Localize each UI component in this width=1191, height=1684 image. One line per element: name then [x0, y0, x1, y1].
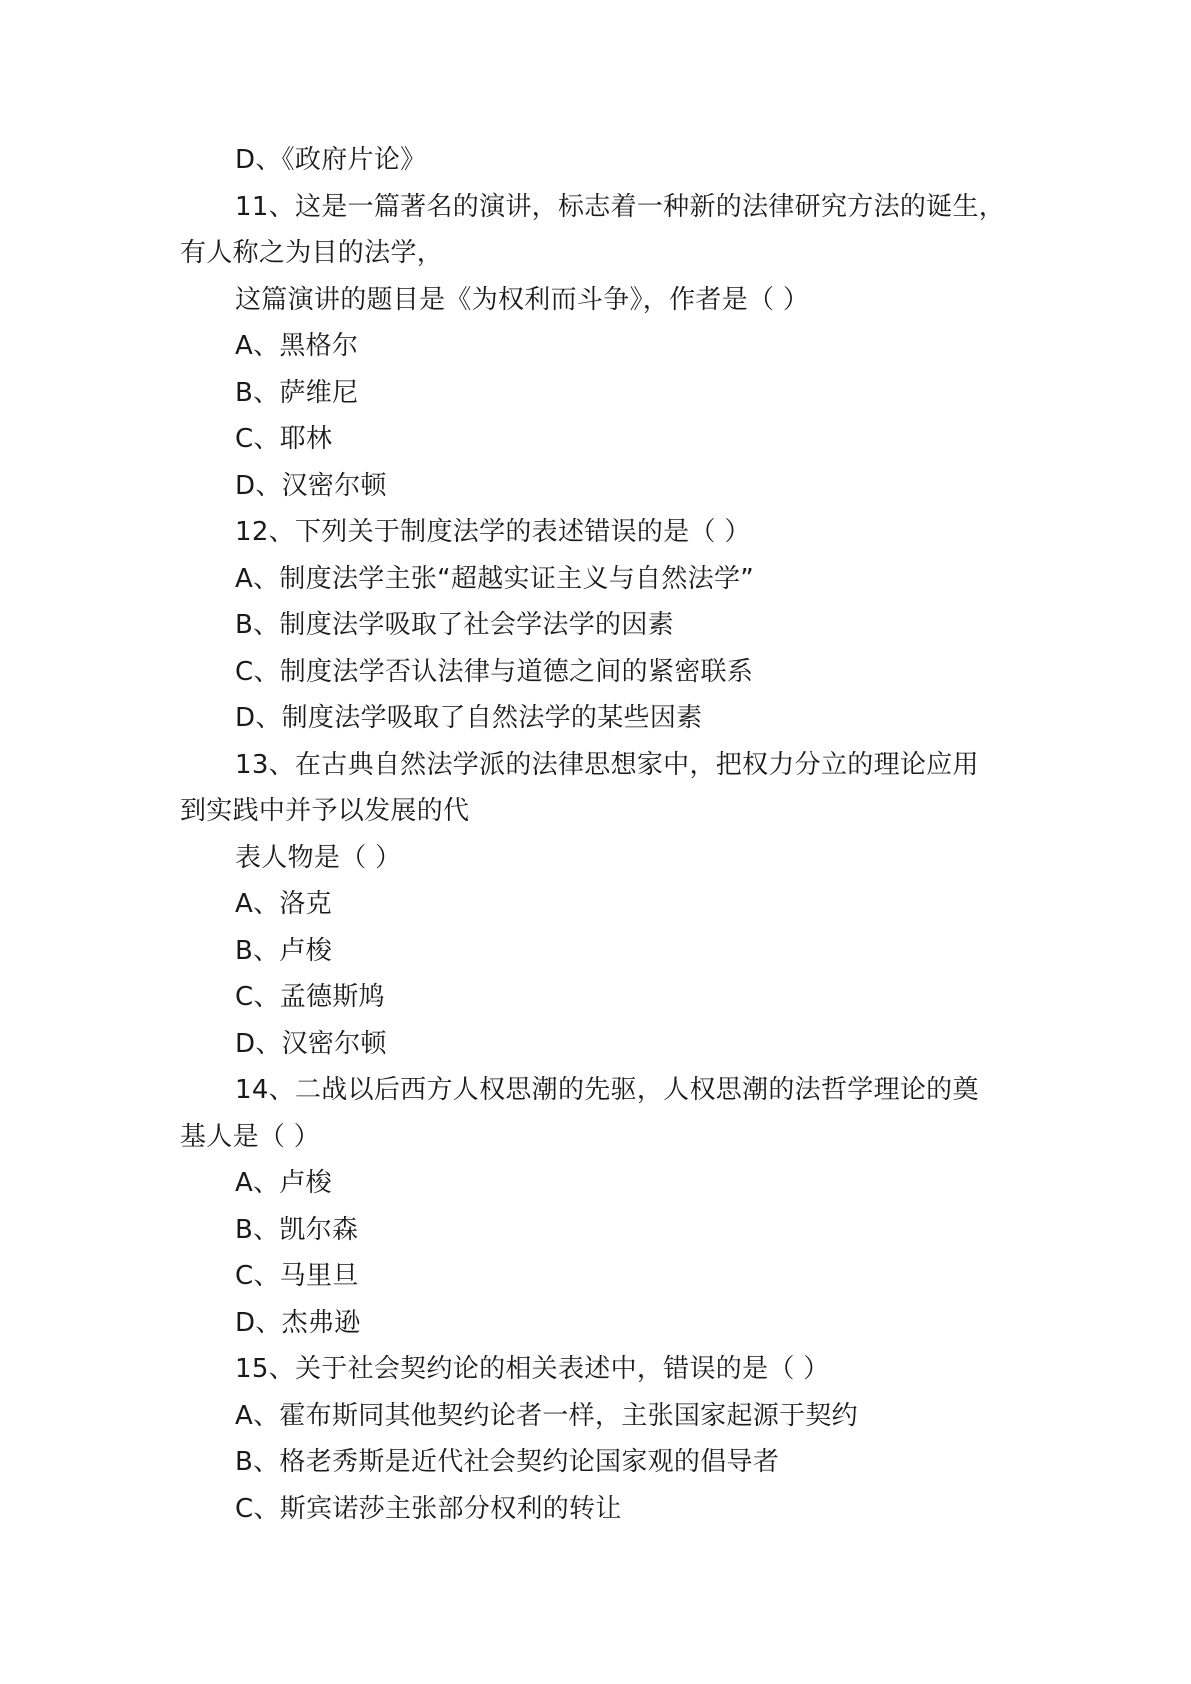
option-line: D、汉密尔顿 [235, 1028, 387, 1059]
option-line: C、孟德斯鸠 [235, 982, 385, 1012]
option-line: B、格老秀斯是近代社会契约论国家观的倡导者 [235, 1447, 780, 1477]
option-line: C、斯宾诺莎主张部分权利的转让 [235, 1493, 622, 1524]
option-line: D、汉密尔顿 [235, 470, 387, 501]
question-line: 13、在古典自然法学派的法律思想家中，把权力分立的理论应用 [235, 749, 979, 780]
question-line: 14、二战以后西方人权思潮的先驱，人权思潮的法哲学理论的奠 [235, 1075, 979, 1105]
option-line: A、制度法学主张“超越实证主义与自然法学” [235, 563, 755, 594]
question-continuation-line: 到实践中并予以发展的代 [180, 796, 470, 826]
option-line: D、制度法学吸取了自然法学的某些因素 [235, 703, 703, 733]
question-continuation-line: 基人是（ ） [180, 1121, 321, 1152]
option-line: A、洛克 [235, 889, 332, 919]
question-line: 这篇演讲的题目是《为权利而斗争》，作者是（ ） [235, 284, 810, 315]
option-line: D、《政府片论》 [235, 145, 427, 175]
option-line: B、卢梭 [235, 935, 333, 966]
option-line: A、霍布斯同其他契约论者一样，主张国家起源于契约 [235, 1400, 858, 1431]
option-line: C、制度法学否认法律与道德之间的紧密联系 [235, 656, 754, 687]
option-line: A、卢梭 [235, 1168, 332, 1198]
option-line: C、耶林 [235, 424, 333, 454]
option-line: B、制度法学吸取了社会学法学的因素 [235, 610, 674, 640]
question-line: 12、下列关于制度法学的表述错误的是（ ） [235, 517, 751, 547]
option-line: B、凯尔森 [235, 1214, 359, 1245]
question-line: 11、这是一篇著名的演讲，标志着一种新的法律研究方法的诞生， [235, 191, 1006, 222]
question-continuation-line: 有人称之为目的法学， [180, 238, 444, 268]
question-line: 表人物是（ ） [235, 842, 402, 873]
question-line: 15、关于社会契约论的相关表述中，错误的是（ ） [235, 1354, 830, 1384]
option-line: D、杰弗逊 [235, 1307, 361, 1338]
document-body [180, 137, 1040, 1532]
option-line: B、萨维尼 [235, 377, 359, 408]
option-line: C、马里旦 [235, 1261, 359, 1291]
option-line: A、黑格尔 [235, 331, 359, 361]
